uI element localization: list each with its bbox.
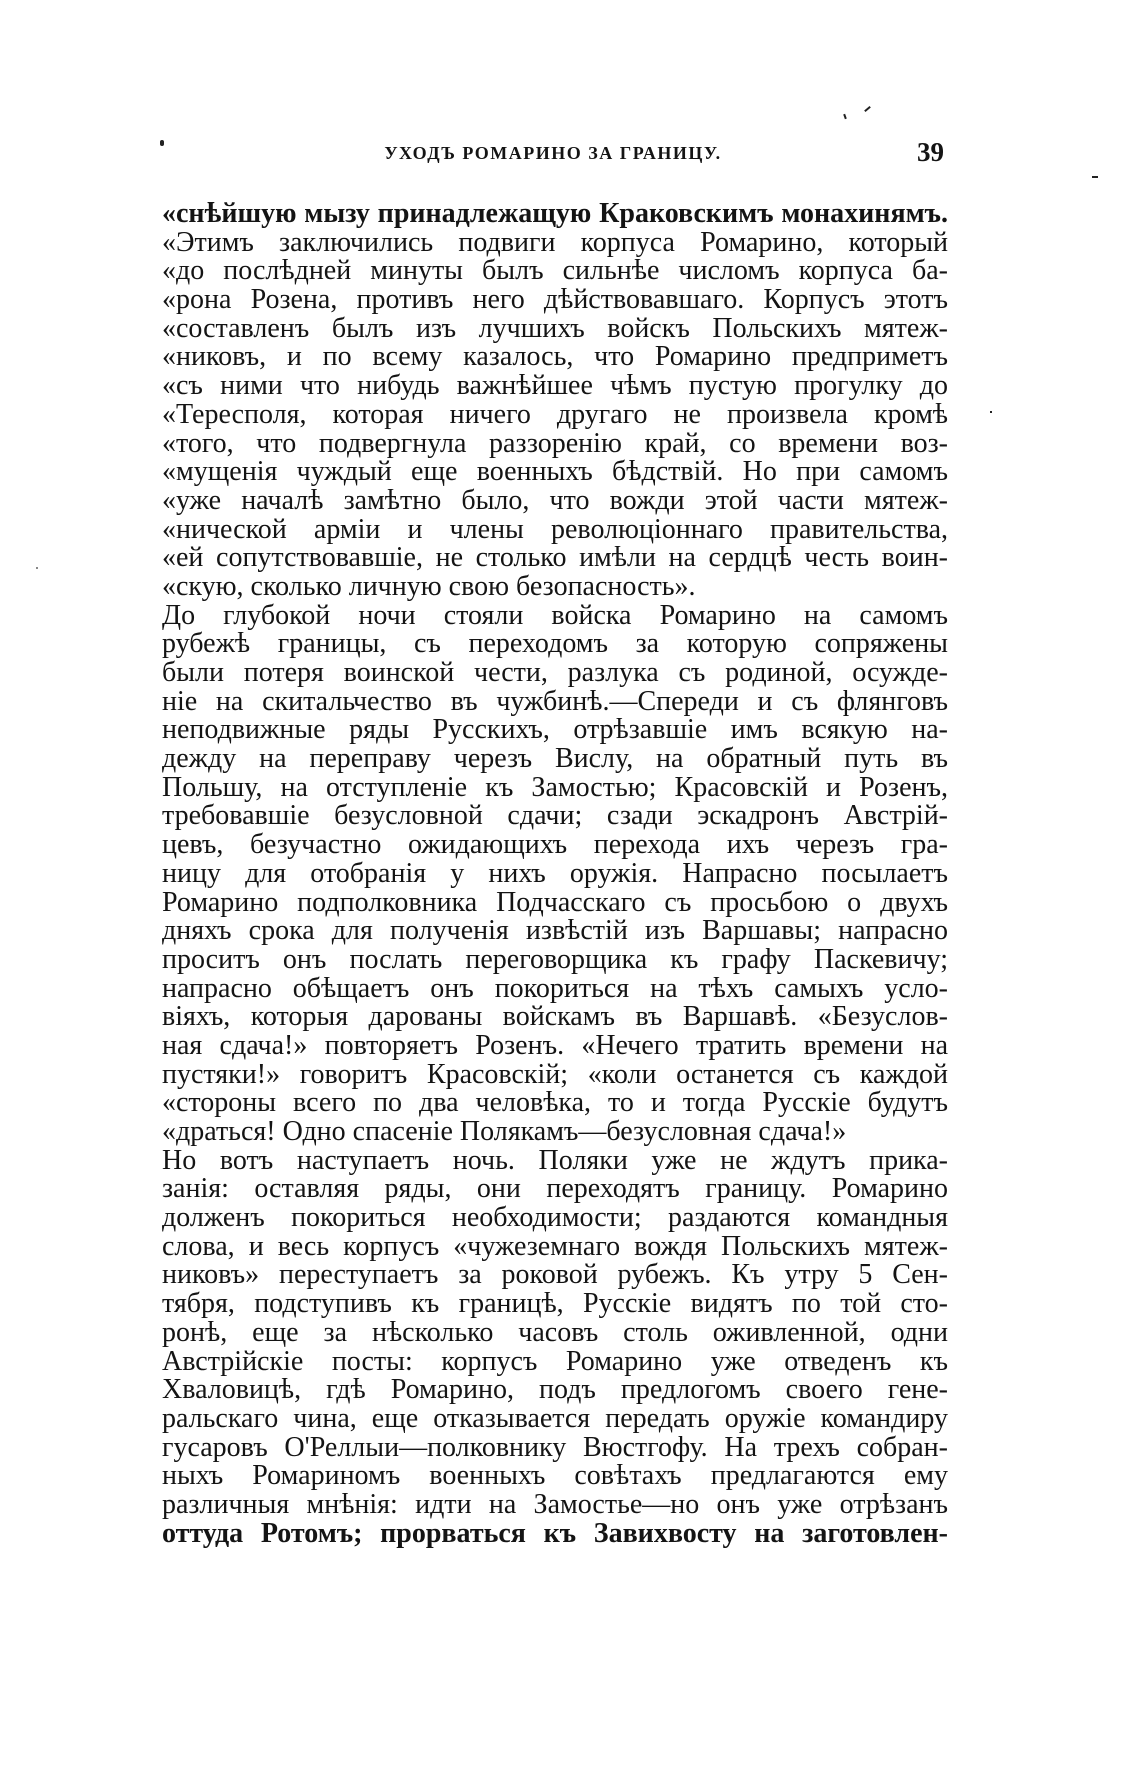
text-line: Но вотъ наступаетъ ночь. Поляки уже не ждутъ прика-	[162, 1146, 948, 1176]
text-line: «нической арміи и члены революціоннаго правительства,	[162, 515, 948, 545]
text-line: «съ ними что нибудь важнѣйшее чѣмъ пустую прогулку до	[162, 372, 948, 401]
text-line: До глубокой ночи стояли войска Ромарино на самомъ	[162, 601, 948, 631]
text-line: были потеря воинской чести, разлука съ родиной, осужде-	[162, 659, 948, 688]
text-line: дежду на переправу черезъ Вислу, на обратный путь въ	[162, 745, 948, 774]
text-line: ронѣ, еще за нѣсколько часовъ столь оживленной, одни	[162, 1318, 948, 1348]
text-line: различныя мнѣнія: идти на Замостье—но онъ уже отрѣзанъ	[162, 1490, 948, 1520]
text-line: проситъ онъ послать переговорщика къ графу Паскевичу;	[162, 945, 948, 975]
text-line: «до послѣдней минуты былъ сильнѣе числомъ корпуса ба-	[162, 257, 948, 287]
text-line: ральскаго чина, еще отказывается передать оружіе командиру	[162, 1404, 948, 1434]
text-line: «мущенія чуждый еще военныхъ бѣдствій. Но при самомъ	[162, 458, 948, 487]
text-line: «драться! Одно спасеніе Полякамъ—безусловная сдача!»	[162, 1118, 847, 1147]
text-line: віяхъ, которыя дарованы войскамъ въ Варшавѣ. «Безуслов-	[162, 1003, 948, 1032]
page-number: 39	[917, 137, 944, 167]
page-header	[162, 137, 944, 175]
text-line: Хваловицѣ, гдѣ Ромарино, подъ предлогомъ своего гене-	[162, 1376, 948, 1405]
text-line: рубежѣ границы, съ переходомъ за которую сопряжены	[162, 630, 948, 659]
text-line: дняхъ срока для полученія извѣстій изъ Варшавы; напрасно	[162, 917, 948, 946]
text-line: никовъ» переступаетъ за роковой рубежъ. Къ утру 5 Сен-	[162, 1261, 948, 1291]
text-line: «снѣйшую мызу принадлежащую Краковскимъ монахинямъ.	[162, 200, 948, 229]
text-line: «рона Розена, противъ него дѣйствовавшаго. Корпусъ этотъ	[162, 286, 948, 315]
text-line: требовавшіе безусловной сдачи; сзади эскадронъ Австрій-	[162, 802, 948, 832]
text-line: «никовъ, и по всему казалось, что Ромарино предприметъ	[162, 343, 948, 373]
text-line: Польшу, на отступленіе къ Замостью; Красовскій и Розенъ,	[162, 773, 948, 803]
text-line: слова, и весь корпусъ «чужеземнаго вождя Польскихъ мятеж-	[162, 1232, 948, 1262]
text-line: неподвижные ряды Русскихъ, отрѣзавшіе имъ всякую на-	[162, 716, 948, 746]
text-line: занія: оставляя ряды, они переходятъ границу. Ромарино	[162, 1175, 948, 1205]
text-line: «Этимъ заключились подвиги корпуса Ромарино, который	[162, 228, 948, 258]
text-line: гусаровъ О'Реллыи—полковнику Вюстгофу. На трехъ собран-	[162, 1433, 948, 1463]
text-line: ная сдача!» повторяетъ Розенъ. «Нечего тратить времени на	[162, 1031, 948, 1061]
text-line: напрасно обѣщаетъ онъ покориться на тѣхъ самыхъ усло-	[162, 974, 948, 1004]
text-line: «Тересполя, которая ничего другаго не произвела кромѣ	[162, 400, 948, 430]
text-line: «уже началѣ замѣтно было, что вожди этой части мятеж-	[162, 486, 948, 516]
text-line: Ромарино подполковника Подчасскаго съ просьбою о двухъ	[162, 888, 948, 918]
running-title: УХОДЪ РОМАРИНО ЗА ГРАНИЦУ.	[384, 143, 722, 163]
text-line: «ей сопутствовавшіе, не столько имѣли на сердцѣ честь воин-	[162, 544, 948, 573]
text-line: ныхъ Ромариномъ военныхъ совѣтахъ предлагаются ему	[162, 1462, 948, 1491]
text-line: «стороны всего по два человѣка, то и тогда Русскіе будутъ	[162, 1089, 948, 1118]
text-line: долженъ покориться необходимости; раздаются командныя	[162, 1204, 948, 1233]
text-line: тября, подступивъ къ границѣ, Русскіе видятъ по той сто-	[162, 1290, 948, 1319]
text-line: «составленъ былъ изъ лучшихъ войскъ Польскихъ мятеж-	[162, 314, 948, 344]
text-line: «скую, сколько личную свою безопасность».	[162, 572, 696, 602]
text-line: Австрійскіе посты: корпусъ Ромарино уже отведенъ къ	[162, 1347, 948, 1377]
text-line: ницу для отобранія у нихъ оружія. Напрасно посылаетъ	[162, 859, 948, 889]
body-text	[162, 200, 948, 1548]
text-line: «того, что подвергнула раззоренію край, со времени воз-	[162, 429, 948, 459]
text-line: оттуда Ротомъ; прорваться къ Завихвосту на заготовлен-	[162, 1519, 948, 1549]
text-line: ніе на скитальчество въ чужбинѣ.—Спереди и съ флянговъ	[162, 687, 948, 717]
text-line: пустяки!» говоритъ Красовскій; «коли останется съ каждой	[162, 1060, 948, 1090]
text-line: цевъ, безучастно ожидающихъ перехода ихъ черезъ гра-	[162, 831, 948, 860]
